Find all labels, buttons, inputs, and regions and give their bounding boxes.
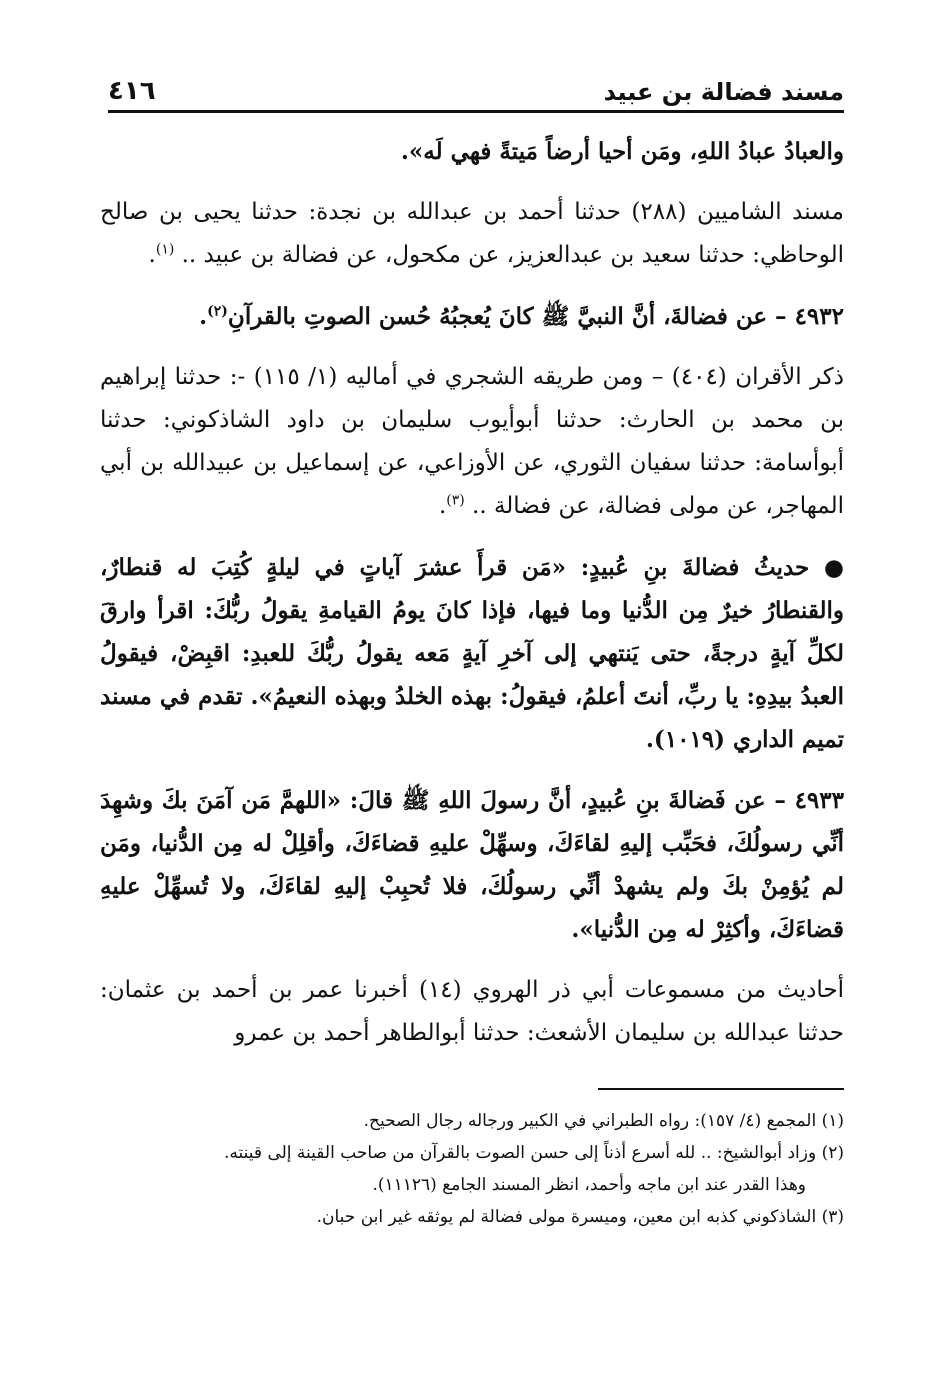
- period: .: [199, 303, 208, 330]
- paragraph-hadith-end: [100, 130, 844, 173]
- page-header: [108, 70, 844, 113]
- body-text: [100, 130, 844, 1073]
- footnote-separator: [598, 1088, 844, 1090]
- paragraph-source-3: [100, 969, 844, 1055]
- footnote-2: (٢) وزاد أبوالشيخ: .. لله أسرع أذناً إلى حسن الصوت بالقرآن من صاحب القينة إلى قينته.: [224, 1143, 844, 1163]
- running-title: مسند فضالة بن عبيد: [603, 78, 844, 106]
- period: .: [438, 493, 447, 519]
- hadith-end-text: والعبادُ عبادُ اللهِ، ومَن أحيا أرضاً مَيتةً فهي لَه».: [400, 138, 844, 165]
- paragraph-bullet-hadith: [100, 546, 844, 761]
- hadith-number-4933: ٤٩٣٣: [794, 787, 844, 814]
- footnotes: [100, 1106, 844, 1234]
- bullet-hadith-text: ● حديثُ فضالةَ بنِ عُبيدٍ: «مَن قرأَ عشرَ آياتٍ في ليلةٍ كُتِبَ له قنطارٌ، والقنطارُ خيرٌ مِن الدُّنيا وما فيها، فإذا كانَ يومُ القيامةِ يقولُ ربُّكَ: اقرأ وارقَ لكلِّ آيةٍ درجةً، حتى يَنتهي إلى آخرِ آيةٍ مَعه يقولُ ربُّكَ للعبدِ: اقبِضْ، فيقولُ العبدُ بيدِهِ: يا ربِّ، أنتَ أعلمُ، فيقولُ: بهذه الخلدُ وبهذه النعيمُ». تقدم في مسند تميم الداري (١٠١٩).: [100, 554, 844, 753]
- paragraph-source-2: [100, 356, 844, 528]
- page-number: ٤١٦: [108, 76, 156, 106]
- period: .: [148, 242, 156, 268]
- hadith-number-4932: ٤٩٣٢: [794, 303, 844, 330]
- hadith-4933: [100, 779, 844, 951]
- source-text-1: مسند الشاميين (٢٨٨) حدثنا أحمد بن عبدالله بن نجدة: حدثنا يحيى بن صالح الوحاظي: حدثنا سعيد بن عبدالعزيز، عن مكحول، عن فضالة بن عبيد ..: [100, 199, 844, 268]
- footnote-3: (٣) الشاذكوني كذبه ابن معين، وميسرة مولى فضالة لم يوثقه غير ابن حبان.: [316, 1207, 844, 1227]
- footnote-2-continuation: وهذا القدر عند ابن ماجه وأحمد، انظر المسند الجامع (١١١٢٦).: [372, 1175, 806, 1195]
- hadith-text-4933: – عن فَضالةَ بنِ عُبيدٍ، أنَّ رسولَ اللهِ ﷺ قالَ: «اللهمَّ مَن آمَنَ بكَ وشهِدَ أنِّي رسولُكَ، فحَبِّب إليهِ لقاءَكَ، وسهِّلْ عليهِ قضاءَكَ، وأقلِلْ له مِن الدُّنيا، ومَن لم يُؤمِنْ بكَ ولم يشهدْ أنِّي رسولُكَ، فلا تُحبِبْ إليهِ لقاءَكَ، ولا تُسهِّلْ عليهِ قضاءَكَ، وأكثِرْ له مِن الدُّنيا».: [100, 787, 844, 943]
- footnote-ref-1: (١): [155, 241, 175, 258]
- source-text-3: أحاديث من مسموعات أبي ذر الهروي (١٤) أخبرنا عمر بن أحمد بن عثمان: حدثنا عبدالله بن سليمان الأشعث: حدثنا أبوالطاهر أحمد بن عمرو: [100, 977, 844, 1046]
- paragraph-source-1: [100, 191, 844, 277]
- footnote-1: (١) المجمع (٤/ ١٥٧): رواه الطبراني في الكبير ورجاله رجال الصحيح.: [363, 1111, 844, 1131]
- hadith-4932: [100, 295, 844, 338]
- footnote-ref-2: (٢): [207, 303, 228, 320]
- hadith-text-4932: – عن فضالةَ، أنَّ النبيَّ ﷺ كانَ يُعجبُهُ حُسن الصوتِ بالقرآنِ: [227, 303, 787, 330]
- footnote-ref-3: (٣): [446, 492, 465, 509]
- source-text-2: ذكر الأقران (٤٠٤) – ومن طريقه الشجري في أماليه (١/ ١١٥) -: حدثنا إبراهيم بن محمد بن الحارث: حدثنا أبوأيوب سليمان بن داود الشاذكوني: حدثنا أبوأسامة: حدثنا سفيان الثوري، عن الأوزاعي، عن إسماعيل بن عبيدالله بن أبي المهاجر، عن مولى فضالة، عن فضالة ..: [100, 364, 844, 519]
